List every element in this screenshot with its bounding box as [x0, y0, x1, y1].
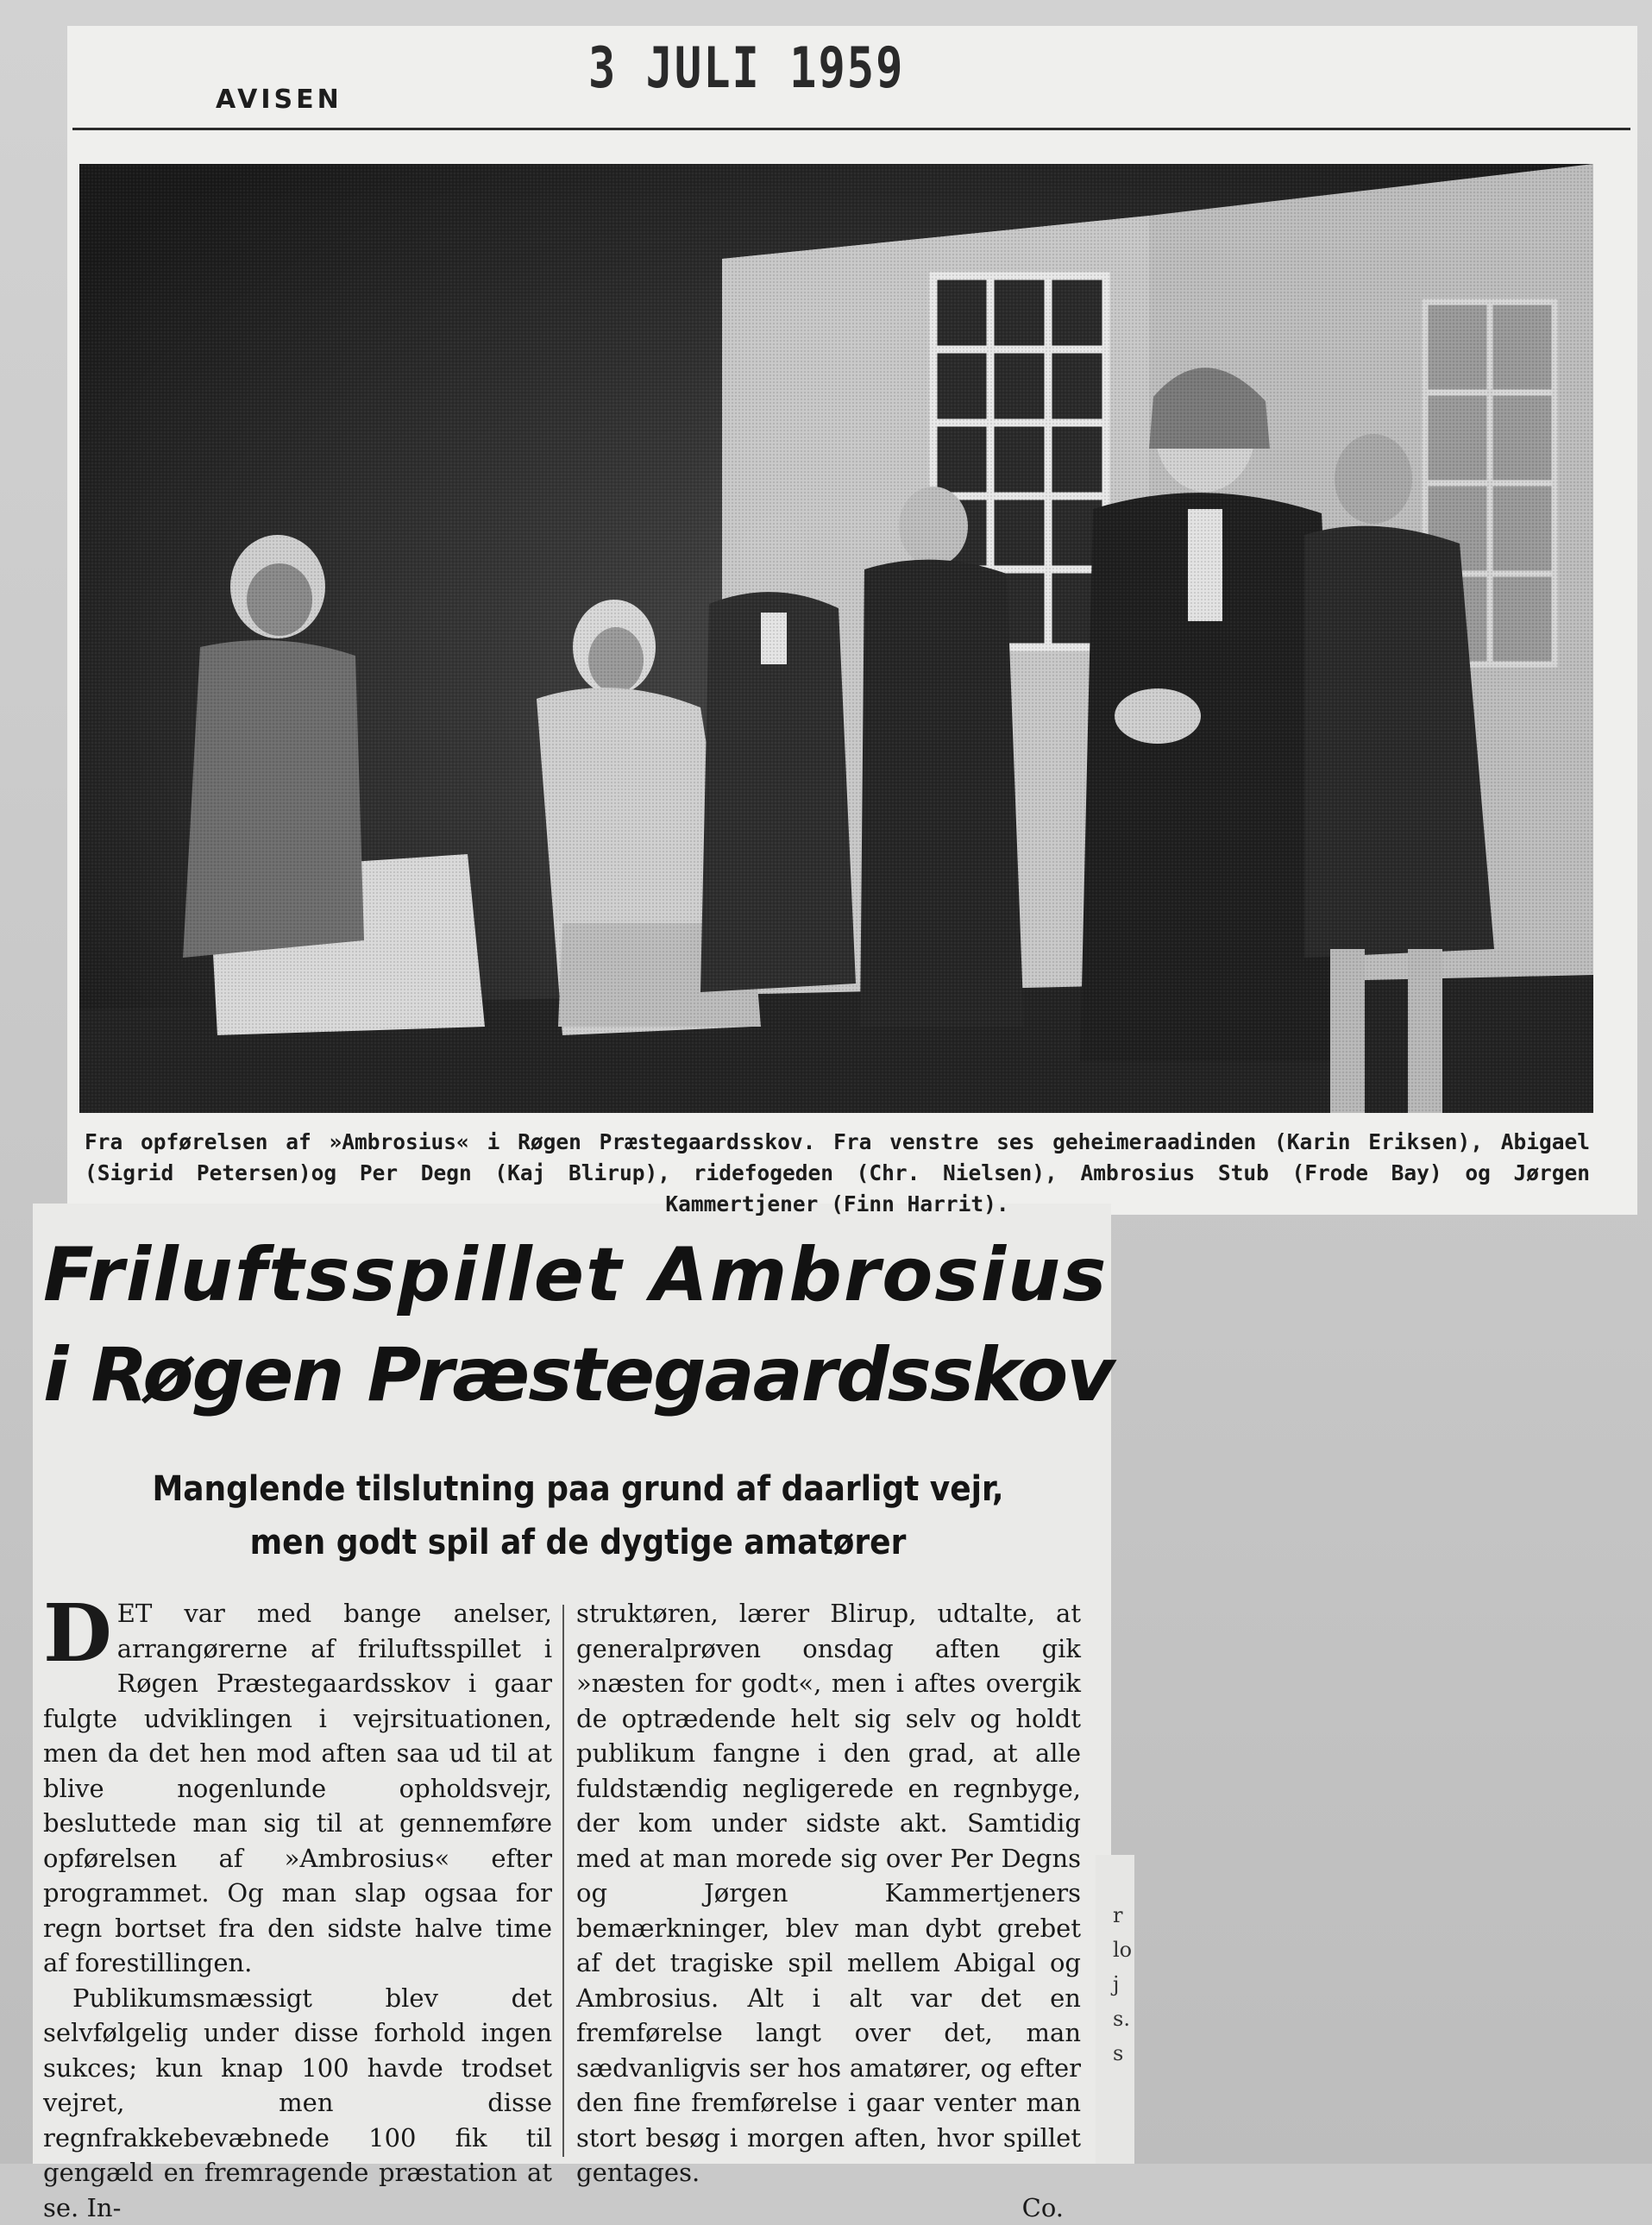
- article-column-2: [576, 1596, 1081, 2225]
- subheadline-line-2: men godt spil af de dygtige amatører: [104, 1516, 1052, 1569]
- headline-line-2: i Røgen Præstegaardsskov: [43, 1325, 1100, 1425]
- paragraph-3: struktøren, lærer Blirup, udtalte, at generalprøven onsdag aften gik »næsten for godt«, men i aftes overgik de optrædende helt sig selv og holdt publikum fangne i den grad, at alle fuldstændig negligerede en regnbyge, der kom under sidste akt. Samtidig med at man morede sig over Per Degns og Jørgen Kammertjeners bemærkninger, blev man dybt grebet af det tragiske spil mellem Abigal og Ambrosius. Alt i alt var det en fremførelse langt over det, man sædvanligvis ser hos amatører, og efter den fine fremførelse i gaar venter man stort besøg i morgen aften, hvor spillet gentages.: [576, 1596, 1081, 2190]
- newspaper-name: AVISEN: [216, 85, 342, 115]
- column-divider: [562, 1605, 564, 2157]
- article-column-1: [43, 1596, 552, 2225]
- subheadline: [104, 1462, 1052, 1569]
- date-stamp: 3 JULI 1959: [588, 36, 904, 101]
- paragraph-2: Publikumsmæssigt blev det selvfølgelig under disse forhold ingen sukces; kun knap 100 havde trodset vejret, men disse regnfrakkebevæbnede 100 fik til gengæld en fremragende præstation at se. In-: [43, 1981, 552, 2225]
- fragment-line: r: [1113, 1898, 1132, 1933]
- fragment-line: lo: [1113, 1933, 1132, 1967]
- stage-photo: [79, 164, 1593, 1113]
- author-signature: Co.: [576, 2190, 1081, 2225]
- header-rule: [72, 128, 1630, 130]
- paragraph-1: [43, 1596, 552, 1981]
- fragment-line: s.: [1113, 2002, 1132, 2036]
- photo-stage-performance-icon: [79, 164, 1593, 1113]
- headline-line-1: Friluftsspillet Ambrosius: [43, 1225, 1100, 1325]
- subheadline-line-1: Manglende tilslutning paa grund af daarligt vejr,: [104, 1462, 1052, 1516]
- drop-cap: D: [43, 1600, 112, 1667]
- fragment-line: j: [1113, 1967, 1132, 2002]
- fragment-line: s: [1113, 2036, 1132, 2071]
- paragraph-1-text: ET var med bange anelser, arrangørerne af friluftsspillet i Røgen Præstegaardsskov i gaar fulgte udviklingen i vejrsituationen, men da det hen mod aften saa ud til at blive nogenlunde opholdsvejr, besluttede man sig til at gennemføre opførelsen af »Ambrosius« efter programmet. Og man slap ogsaa for regn bortset fra den sidste halve time af forestillingen.: [43, 1599, 552, 1977]
- adjacent-strip-fragments: [1113, 1898, 1132, 2071]
- headline: [43, 1225, 1100, 1425]
- photo-caption: Fra opførelsen af »Ambrosius« i Røgen Præstegaardsskov. Fra venstre ses geheimeraadinden (Karin Eriksen), Abigael (Sigrid Petersen)og Per Degn (Kaj Blirup), ridefogeden (Chr. Nielsen), Ambrosius Stub (Frode Bay) og Jørgen Kammertjener (Finn Harrit).: [85, 1127, 1590, 1220]
